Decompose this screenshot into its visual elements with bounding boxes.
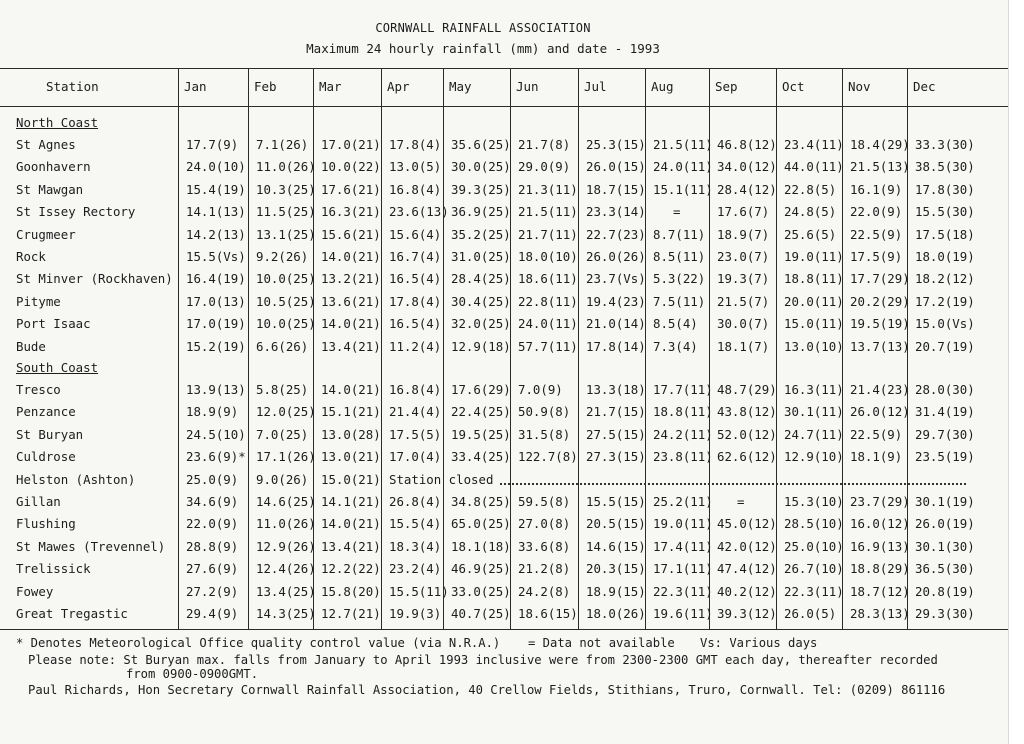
table-cell: 20.5(15) [586, 516, 646, 532]
table-cell: 13.0(21) [321, 449, 381, 465]
table-cell: 18.1(9) [850, 449, 903, 465]
table-header-border [0, 106, 1008, 107]
table-cell: 7.3(4) [653, 338, 698, 354]
table-cell: 11.2(4) [389, 338, 442, 354]
header-month: Oct [782, 79, 805, 94]
table-cell: 14.0(21) [321, 516, 381, 532]
table-cell: 21.2(8) [518, 561, 571, 577]
table-cell: 26.8(4) [389, 494, 442, 509]
table-cell: 28.8(9) [186, 538, 239, 554]
table-cell: 18.6(15) [518, 606, 578, 621]
table-cell: 46.8(12) [717, 137, 777, 152]
table-cell: 23.7(Vs) [586, 271, 646, 287]
header-month: Dec [913, 79, 936, 94]
table-cell: 15.5(4) [389, 516, 442, 532]
table-cell: 15.6(21) [321, 226, 381, 242]
table-cell: 19.4(23) [586, 293, 646, 309]
table-cell: 12.4(26) [256, 561, 316, 577]
table-cell: 30.4(25) [451, 293, 511, 309]
table-cell: 25.0(10) [784, 538, 844, 554]
table-cell: 21.7(8) [518, 137, 571, 152]
table-cell: 18.3(4) [389, 538, 442, 554]
table-cell: = [673, 204, 681, 220]
table-cell: 15.0(11) [784, 316, 844, 332]
table-cell: 29.7(30) [915, 426, 975, 442]
table-cell: 29.3(30) [915, 606, 975, 621]
table-cell: 17.6(21) [321, 181, 381, 197]
table-cell: 31.4(19) [915, 404, 975, 420]
header-month: Aug [651, 79, 674, 94]
footnote-various-days: Vs: Various days [700, 636, 818, 650]
table-cell: 23.2(4) [389, 561, 442, 577]
table-cell: 10.0(22) [321, 159, 381, 175]
station-closed-dotted-line [500, 483, 966, 485]
table-cell: 24.7(11) [784, 426, 844, 442]
table-cell: 12.9(10) [784, 449, 844, 465]
table-cell: 12.9(26) [256, 538, 316, 554]
table-cell: 23.4(11) [784, 137, 844, 152]
header-month: Apr [387, 79, 410, 94]
table-cell: 19.0(11) [653, 516, 713, 532]
table-cell: 25.6(5) [784, 226, 837, 242]
table-cell: 18.7(15) [586, 181, 646, 197]
table-cell: 19.6(11) [653, 606, 713, 621]
header-station: Station [46, 79, 99, 94]
table-cell: 24.8(5) [784, 204, 837, 220]
table-cell: 16.9(13) [850, 538, 910, 554]
table-cell: 14.0(21) [321, 382, 381, 397]
table-cell: 12.7(21) [321, 606, 381, 621]
table-cell: 21.7(15) [586, 404, 646, 420]
station-name: Penzance [16, 404, 76, 420]
table-cell: 52.0(12) [717, 426, 777, 442]
table-cell: 30.1(19) [915, 494, 975, 509]
table-cell: 15.5(30) [915, 204, 975, 220]
table-cell: 7.0(9) [518, 382, 563, 397]
table-cell: 36.9(25) [451, 204, 511, 220]
table-cell: 11.0(26) [256, 516, 316, 532]
section-north-coast: North Coast [16, 115, 99, 130]
table-cell: 14.2(13) [186, 226, 246, 242]
table-cell: 50.9(8) [518, 404, 571, 420]
table-cell: 17.5(9) [850, 249, 903, 264]
table-cell: 17.5(5) [389, 426, 442, 442]
table-cell: 16.8(4) [389, 181, 442, 197]
table-cell: 17.2(19) [915, 293, 975, 309]
table-cell: 13.6(21) [321, 293, 381, 309]
table-cell: 13.3(18) [586, 382, 646, 397]
table-cell: 21.5(13) [850, 159, 910, 175]
table-cell: 23.5(19) [915, 449, 975, 465]
table-cell: 32.0(25) [451, 316, 511, 332]
table-cell: 25.2(11) [653, 494, 713, 509]
table-cell: 5.3(22) [653, 271, 706, 287]
table-cell: 34.8(25) [451, 494, 511, 509]
table-cell: 17.6(7) [717, 204, 770, 220]
footnote-st-buryan-cont: from 0900-0900GMT. [126, 667, 259, 681]
table-cell: 62.6(12) [717, 449, 777, 465]
table-cell: 14.6(15) [586, 538, 646, 554]
table-cell: 21.0(14) [586, 316, 646, 332]
table-cell: 17.1(11) [653, 561, 713, 577]
column-divider [443, 68, 444, 629]
station-name: Tresco [16, 382, 61, 397]
table-bottom-border [0, 629, 1008, 630]
table-cell: 31.0(25) [451, 249, 511, 264]
table-cell: 15.0(Vs) [915, 316, 975, 332]
table-cell: 16.1(9) [850, 181, 903, 197]
table-cell: 16.3(21) [321, 204, 381, 220]
station-name: Crugmeer [16, 226, 76, 242]
table-cell: 10.0(25) [256, 316, 316, 332]
table-cell: 13.2(21) [321, 271, 381, 287]
table-cell: 24.5(10) [186, 426, 246, 442]
table-cell: 7.0(25) [256, 426, 309, 442]
table-cell: 17.0(13) [186, 293, 246, 309]
table-cell: 19.0(11) [784, 249, 844, 264]
table-cell: 23.7(29) [850, 494, 910, 509]
station-name: Gillan [16, 494, 61, 509]
table-cell: 17.1(26) [256, 449, 316, 465]
table-cell: 20.2(29) [850, 293, 910, 309]
table-cell: 20.0(11) [784, 293, 844, 309]
table-cell: 17.0(21) [321, 137, 381, 152]
table-cell: 16.3(11) [784, 382, 844, 397]
table-cell: 17.8(14) [586, 338, 646, 354]
table-cell: 39.3(25) [451, 181, 511, 197]
station-name: Rock [16, 249, 46, 264]
table-cell: 18.0(19) [915, 249, 975, 264]
table-cell: 30.0(7) [717, 316, 770, 332]
table-cell: 33.4(25) [451, 449, 511, 465]
footnote-quality: * Denotes Meteorological Office quality control value (via N.R.A.) [16, 636, 501, 650]
header-month: May [449, 79, 472, 94]
table-cell: 65.0(25) [451, 516, 511, 532]
table-cell: 17.5(18) [915, 226, 975, 242]
table-cell: 30.0(25) [451, 159, 511, 175]
table-cell: 45.0(12) [717, 516, 777, 532]
table-cell: 22.7(23) [586, 226, 646, 242]
table-cell: 15.5(15) [586, 494, 646, 509]
table-cell: 36.5(30) [915, 561, 975, 577]
header-month: Jun [516, 79, 539, 94]
table-cell: 15.6(4) [389, 226, 442, 242]
table-cell: 16.5(4) [389, 316, 442, 332]
document-title: CORNWALL RAINFALL ASSOCIATION [375, 21, 591, 35]
table-cell: 25.3(15) [586, 137, 646, 152]
table-cell: 22.4(25) [451, 404, 511, 420]
table-cell: 17.7(11) [653, 382, 713, 397]
table-cell: = [737, 494, 745, 509]
table-cell: 40.7(25) [451, 606, 511, 621]
table-cell: 34.6(9) [186, 494, 239, 509]
table-cell: 19.3(7) [717, 271, 770, 287]
table-cell: 46.9(25) [451, 561, 511, 577]
table-cell: 11.0(26) [256, 159, 316, 175]
table-cell: 14.6(25) [256, 494, 316, 509]
table-cell: 15.4(19) [186, 181, 246, 197]
table-cell: 24.2(11) [653, 426, 713, 442]
table-cell: 20.8(19) [915, 583, 975, 599]
table-cell: 17.4(11) [653, 538, 713, 554]
table-cell: 17.8(4) [389, 137, 442, 152]
table-cell: 22.8(11) [518, 293, 578, 309]
table-cell: 43.8(12) [717, 404, 777, 420]
table-cell: 21.3(11) [518, 181, 578, 197]
table-cell: 13.0(10) [784, 338, 844, 354]
table-cell: 38.5(30) [915, 159, 975, 175]
table-cell: 42.0(12) [717, 538, 777, 554]
table-cell: 22.3(11) [784, 583, 844, 599]
table-cell: 11.5(25) [256, 204, 316, 220]
table-cell: 17.8(4) [389, 293, 442, 309]
table-cell: 13.9(13) [186, 382, 246, 397]
table-cell: 40.2(12) [717, 583, 777, 599]
table-cell: 10.0(25) [256, 271, 316, 287]
table-cell: 21.5(11) [518, 204, 578, 220]
table-cell: 18.2(12) [915, 271, 975, 287]
table-cell: 9.2(26) [256, 249, 309, 264]
table-cell: 13.4(21) [321, 538, 381, 554]
table-cell: 10.5(25) [256, 293, 316, 309]
station-name: Port Isaac [16, 316, 91, 332]
table-cell: 28.5(10) [784, 516, 844, 532]
station-name: St Buryan [16, 426, 84, 442]
table-cell: 15.5(11) [389, 583, 449, 599]
table-cell: 16.5(4) [389, 271, 442, 287]
table-cell: 23.0(7) [717, 249, 770, 264]
footer-contact: Paul Richards, Hon Secretary Cornwall Rainfall Association, 40 Crellow Fields, Stithians, Truro, Cornwall. Tel: (0209) 861116 [28, 683, 946, 697]
station-name: St Issey Rectory [16, 204, 136, 220]
table-cell: 18.6(11) [518, 271, 578, 287]
table-cell: 13.4(25) [256, 583, 316, 599]
table-cell: 21.4(23) [850, 382, 910, 397]
table-cell: 7.5(11) [653, 293, 706, 309]
table-cell: 7.1(26) [256, 137, 309, 152]
table-cell: 19.9(3) [389, 606, 442, 621]
column-divider [381, 68, 382, 629]
station-name: Culdrose [16, 449, 76, 465]
header-month: Jul [584, 79, 607, 94]
table-cell: 122.7(8) [518, 449, 578, 465]
table-cell: 28.4(12) [717, 181, 777, 197]
header-month: Jan [184, 79, 207, 94]
table-cell: 18.8(11) [653, 404, 713, 420]
column-divider [178, 68, 179, 629]
table-cell: 48.7(29) [717, 382, 777, 397]
header-month: Mar [319, 79, 342, 94]
table-cell: 22.0(9) [850, 204, 903, 220]
table-cell: Station closed [389, 471, 494, 487]
table-cell: 24.0(10) [186, 159, 246, 175]
table-cell: 27.5(15) [586, 426, 646, 442]
table-cell: 14.0(21) [321, 316, 381, 332]
table-cell: 29.0(9) [518, 159, 571, 175]
table-cell: 35.6(25) [451, 137, 511, 152]
station-name: Flushing [16, 516, 76, 532]
table-cell: 28.0(30) [915, 382, 975, 397]
table-cell: 18.9(15) [586, 583, 646, 599]
table-cell: 13.4(21) [321, 338, 381, 354]
table-cell: 18.4(29) [850, 137, 910, 152]
table-cell: 21.5(11) [653, 137, 713, 152]
table-cell: 21.4(4) [389, 404, 442, 420]
table-cell: 12.0(25) [256, 404, 316, 420]
table-cell: 15.1(21) [321, 404, 381, 420]
table-cell: 10.3(25) [256, 181, 316, 197]
table-cell: 23.6(9)* [186, 449, 246, 465]
table-cell: 17.0(19) [186, 316, 246, 332]
table-cell: 14.3(25) [256, 606, 316, 621]
table-cell: 20.3(15) [586, 561, 646, 577]
table-cell: 30.1(11) [784, 404, 844, 420]
table-cell: 27.6(9) [186, 561, 239, 577]
table-cell: 17.8(30) [915, 181, 975, 197]
table-cell: 16.4(19) [186, 271, 246, 287]
table-cell: 26.0(19) [915, 516, 975, 532]
table-cell: 13.1(25) [256, 226, 316, 242]
table-cell: 33.3(30) [915, 137, 975, 152]
table-cell: 18.1(18) [451, 538, 511, 554]
column-divider [578, 68, 579, 629]
table-cell: 17.7(29) [850, 271, 910, 287]
station-name: St Agnes [16, 137, 76, 152]
table-cell: 19.5(19) [850, 316, 910, 332]
table-cell: 14.1(21) [321, 494, 381, 509]
station-name: St Minver (Rockhaven) [16, 271, 173, 287]
station-name: St Mawes (Trevennel) [16, 538, 166, 554]
station-name: Pityme [16, 293, 61, 309]
table-cell: 15.3(10) [784, 494, 844, 509]
table-cell: 18.8(11) [784, 271, 844, 287]
header-month: Sep [715, 79, 738, 94]
table-cell: 31.5(8) [518, 426, 571, 442]
table-cell: 24.0(11) [653, 159, 713, 175]
table-cell: 23.8(11) [653, 449, 713, 465]
table-cell: 27.2(9) [186, 583, 239, 599]
table-cell: 13.0(5) [389, 159, 442, 175]
table-cell: 44.0(11) [784, 159, 844, 175]
table-cell: 18.0(26) [586, 606, 646, 621]
table-cell: 21.5(7) [717, 293, 770, 309]
table-cell: 33.6(8) [518, 538, 571, 554]
table-cell: 14.0(21) [321, 249, 381, 264]
table-cell: 22.5(9) [850, 226, 903, 242]
footnote-not-available: = Data not available [528, 636, 675, 650]
table-top-border [0, 68, 1008, 69]
table-cell: 25.0(9) [186, 471, 239, 487]
station-name: Goonhavern [16, 159, 91, 175]
table-cell: 26.0(26) [586, 249, 646, 264]
header-month: Nov [848, 79, 871, 94]
table-cell: 13.0(28) [321, 426, 381, 442]
table-cell: 33.0(25) [451, 583, 511, 599]
table-cell: 23.6(13) [389, 204, 449, 220]
table-cell: 24.2(8) [518, 583, 571, 599]
table-cell: 18.1(7) [717, 338, 770, 354]
station-name: Bude [16, 338, 46, 354]
table-cell: 17.6(29) [451, 382, 511, 397]
table-cell: 12.9(18) [451, 338, 511, 354]
station-name: St Mawgan [16, 181, 84, 197]
table-cell: 13.7(13) [850, 338, 910, 354]
page-edge [1008, 0, 1024, 744]
document-subtitle: Maximum 24 hourly rainfall (mm) and date - 1993 [306, 41, 660, 56]
table-cell: 8.5(4) [653, 316, 698, 332]
table-cell: 47.4(12) [717, 561, 777, 577]
table-cell: 57.7(11) [518, 338, 578, 354]
table-cell: 30.1(30) [915, 538, 975, 554]
station-name: Trelissick [16, 561, 91, 577]
table-cell: 18.0(10) [518, 249, 578, 264]
table-cell: 16.0(12) [850, 516, 910, 532]
table-cell: 18.9(9) [186, 404, 239, 420]
table-cell: 39.3(12) [717, 606, 777, 621]
table-cell: 15.2(19) [186, 338, 246, 354]
table-cell: 28.3(13) [850, 606, 910, 621]
table-cell: 15.0(21) [321, 471, 381, 487]
table-cell: 27.3(15) [586, 449, 646, 465]
table-cell: 22.5(9) [850, 426, 903, 442]
table-cell: 8.5(11) [653, 249, 706, 264]
table-cell: 26.0(5) [784, 606, 837, 621]
table-cell: 17.7(9) [186, 137, 239, 152]
table-cell: 24.0(11) [518, 316, 578, 332]
table-cell: 18.7(12) [850, 583, 910, 599]
table-cell: 12.2(22) [321, 561, 381, 577]
table-cell: 14.1(13) [186, 204, 246, 220]
table-cell: 15.1(11) [653, 181, 713, 197]
table-cell: 26.7(10) [784, 561, 844, 577]
table-cell: 18.8(29) [850, 561, 910, 577]
station-name: Fowey [16, 583, 54, 599]
table-cell: 27.0(8) [518, 516, 571, 532]
table-cell: 35.2(25) [451, 226, 511, 242]
table-cell: 59.5(8) [518, 494, 571, 509]
header-month: Feb [254, 79, 277, 94]
station-name: Helston (Ashton) [16, 471, 136, 487]
table-cell: 16.7(4) [389, 249, 442, 264]
table-cell: 17.0(4) [389, 449, 442, 465]
table-cell: 26.0(12) [850, 404, 910, 420]
table-cell: 21.7(11) [518, 226, 578, 242]
table-cell: 34.0(12) [717, 159, 777, 175]
column-divider [248, 68, 249, 629]
footnote-st-buryan: Please note: St Buryan max. falls from January to April 1993 inclusive were from 2300-2300 GMT each day, thereafter recorded [28, 653, 938, 667]
station-name: Great Tregastic [16, 606, 128, 621]
table-cell: 16.8(4) [389, 382, 442, 397]
table-cell: 5.8(25) [256, 382, 309, 397]
table-cell: 9.0(26) [256, 471, 309, 487]
table-cell: 28.4(25) [451, 271, 511, 287]
table-cell: 18.9(7) [717, 226, 770, 242]
table-cell: 26.0(15) [586, 159, 646, 175]
table-cell: 22.0(9) [186, 516, 239, 532]
table-cell: 6.6(26) [256, 338, 309, 354]
table-cell: 29.4(9) [186, 606, 239, 621]
table-cell: 8.7(11) [653, 226, 706, 242]
table-cell: 15.8(20) [321, 583, 381, 599]
table-cell: 20.7(19) [915, 338, 975, 354]
table-cell: 15.5(Vs) [186, 249, 246, 264]
table-cell: 22.3(11) [653, 583, 713, 599]
table-cell: 19.5(25) [451, 426, 511, 442]
section-south-coast: South Coast [16, 360, 99, 375]
table-cell: 23.3(14) [586, 204, 646, 220]
table-cell: 22.8(5) [784, 181, 837, 197]
